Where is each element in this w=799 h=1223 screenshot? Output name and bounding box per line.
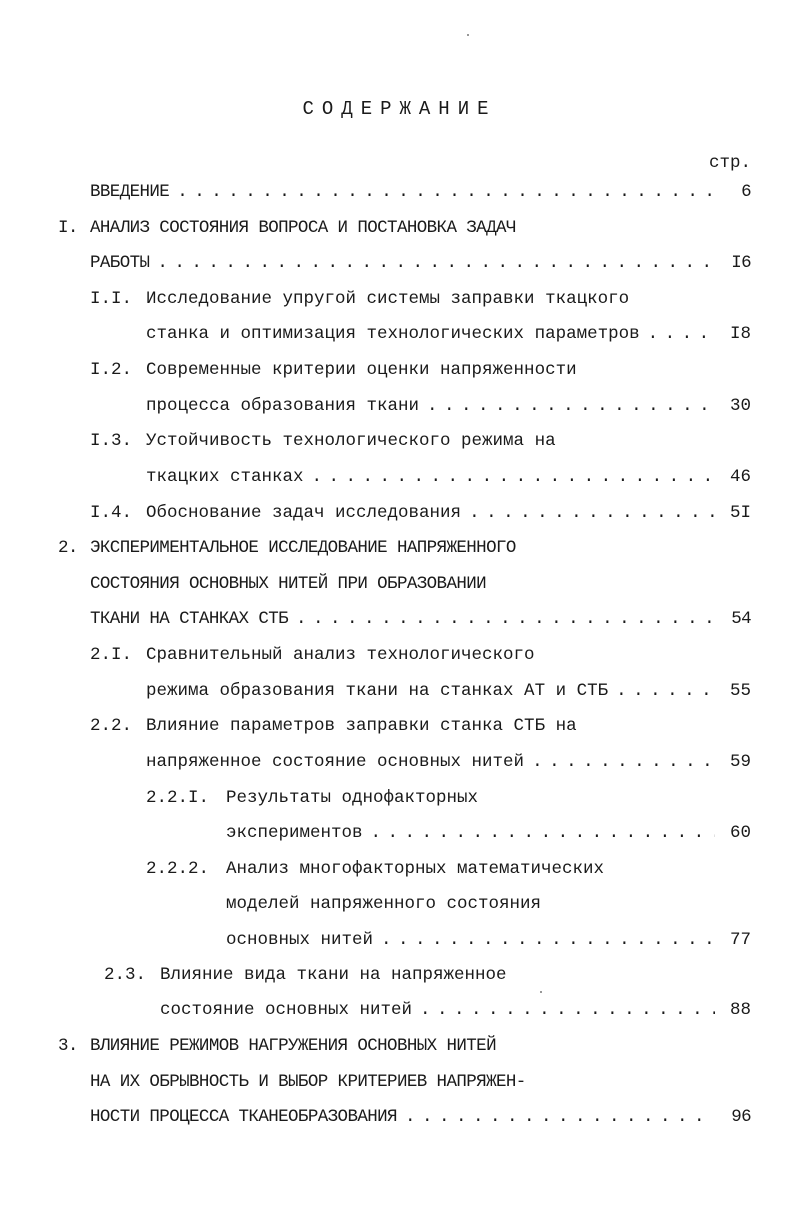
entry-number: 2.: [58, 538, 78, 558]
toc-entry-1-2[interactable]: [90, 358, 577, 382]
entry-title: Влияние вида ткани на напряженное: [160, 965, 507, 985]
entry-title-cont: процесса образования ткани: [146, 396, 420, 416]
toc-entry-1-3-cont[interactable]: [146, 465, 751, 489]
toc-entry-1-1-cont[interactable]: [146, 322, 751, 346]
toc-entry-1-3[interactable]: [90, 429, 556, 453]
toc-entry-2-3-cont[interactable]: [160, 998, 751, 1022]
entry-page: 88: [729, 1000, 751, 1020]
entry-title: ВЛИЯНИЕ РЕЖИМОВ НАГРУЖЕНИЯ ОСНОВНЫХ НИТЕЙ: [90, 1036, 496, 1056]
entry-number: 2.2.I.: [146, 788, 210, 808]
entry-page: 46: [729, 467, 751, 487]
toc-entry-2-2[interactable]: [90, 714, 577, 738]
entry-title: Результаты однофакторных: [226, 788, 479, 808]
entry-page: 6: [741, 182, 751, 202]
entry-page: 30: [729, 396, 751, 416]
toc-entry-2-2-2[interactable]: [146, 857, 604, 881]
toc-entry-chapter-3[interactable]: [58, 1034, 496, 1058]
entry-title-cont: основных нитей: [226, 930, 374, 950]
entry-number: I.3.: [90, 431, 133, 451]
entry-page: I8: [729, 324, 751, 344]
toc-entry-chapter-2-cont2[interactable]: [90, 607, 751, 631]
entry-title: Исследование упругой системы заправки ткацкого: [146, 289, 630, 309]
entry-title-cont: экспериментов: [226, 823, 363, 843]
entry-title: Влияние параметров заправки станка СТБ на: [146, 716, 577, 736]
dot-leader: [296, 607, 715, 631]
entry-number: 2.2.2.: [146, 859, 210, 879]
toc-entry-2-1-cont[interactable]: [146, 679, 751, 703]
toc-entry-2-2-1[interactable]: [146, 786, 478, 810]
dot-leader: [648, 322, 715, 346]
entry-title: ЭКСПЕРИМЕНТАЛЬНОЕ ИССЛЕДОВАНИЕ НАПРЯЖЕННОГО: [90, 538, 516, 558]
page-title: СОДЕРЖАНИЕ: [302, 98, 497, 120]
toc-entry-2-2-cont[interactable]: [146, 750, 751, 774]
entry-title: Анализ многофакторных математических: [226, 859, 605, 879]
entry-page: 96: [731, 1107, 751, 1127]
toc-entry-intro[interactable]: [90, 180, 751, 204]
entry-number: 2.2.: [90, 716, 133, 736]
toc-entry-chapter-2-cont[interactable]: [90, 572, 486, 596]
entry-title-cont: напряженное состояние основных нитей: [146, 752, 525, 772]
toc-entry-chapter-3-cont[interactable]: [90, 1070, 526, 1094]
toc-entry-chapter-1-cont[interactable]: [90, 251, 751, 275]
toc-entry-2-1[interactable]: [90, 643, 535, 667]
dot-leader: [177, 180, 715, 204]
entry-title-cont: моделей напряженного состояния: [226, 894, 542, 914]
page-column-header: стр.: [708, 153, 751, 173]
entry-title: Современные критерии оценки напряженности: [146, 360, 577, 380]
dot-leader: [420, 998, 715, 1022]
dot-leader: [616, 679, 715, 703]
entry-title-cont: СОСТОЯНИЯ ОСНОВНЫХ НИТЕЙ ПРИ ОБРАЗОВАНИИ: [90, 574, 487, 594]
toc-entry-1-2-cont[interactable]: [146, 394, 751, 418]
dot-leader: [371, 821, 715, 845]
entry-number: I.4.: [90, 503, 133, 523]
entry-number: I.: [58, 218, 78, 238]
toc-entry-chapter-2[interactable]: [58, 536, 516, 560]
entry-title: Устойчивость технологического режима на: [146, 431, 556, 451]
dot-leader: [532, 750, 715, 774]
entry-page: 60: [729, 823, 751, 843]
toc-entry-2-2-2-cont[interactable]: [226, 892, 541, 916]
entry-page: 77: [729, 930, 751, 950]
dot-leader: [381, 928, 715, 952]
toc-entry-2-2-2-cont2[interactable]: [226, 928, 751, 952]
entry-title-cont: станка и оптимизация технологических параметров: [146, 324, 640, 344]
toc-entry-chapter-1[interactable]: [58, 216, 516, 240]
entry-number: 2.3.: [104, 965, 147, 985]
toc-entry-chapter-3-cont2[interactable]: [90, 1105, 751, 1129]
toc-entry-1-1[interactable]: [90, 287, 629, 311]
entry-page: 55: [729, 681, 751, 701]
entry-title-cont: НА ИХ ОБРЫВНОСТЬ И ВЫБОР КРИТЕРИЕВ НАПРЯЖЕН-: [90, 1072, 526, 1092]
dot-leader: [405, 1105, 715, 1129]
entry-page: 59: [729, 752, 751, 772]
dot-leader: [427, 394, 715, 418]
entry-title-cont: НОСТИ ПРОЦЕССА ТКАНЕОБРАЗОВАНИЯ: [90, 1107, 397, 1127]
entry-number: 3.: [58, 1036, 78, 1056]
toc-entry-2-2-1-cont[interactable]: [226, 821, 751, 845]
entry-number: 2.I.: [90, 645, 133, 665]
entry-title-cont: режима образования ткани на станках АТ и СТБ: [146, 681, 609, 701]
entry-number: I.I.: [90, 289, 133, 309]
entry-page: 54: [731, 609, 751, 629]
dot-leader: [312, 465, 715, 489]
scan-speck: [467, 34, 469, 36]
toc-entry-2-3[interactable]: [104, 963, 507, 987]
entry-number: I.2.: [90, 360, 133, 380]
entry-title-cont: РАБОТЫ: [90, 253, 150, 273]
entry-page: 5I: [729, 503, 751, 523]
scan-speck: [540, 991, 542, 993]
entry-title: Обоснование задач исследования: [146, 503, 462, 523]
entry-title: Сравнительный анализ технологического: [146, 645, 535, 665]
dot-leader: [469, 501, 715, 525]
entry-title-cont: ткацких станках: [146, 467, 304, 487]
entry-title-cont: состояние основных нитей: [160, 1000, 413, 1020]
toc-entry-1-4[interactable]: [90, 501, 751, 525]
dot-leader: [157, 251, 715, 275]
entry-title: АНАЛИЗ СОСТОЯНИЯ ВОПРОСА И ПОСТАНОВКА ЗАДАЧ: [90, 218, 516, 238]
entry-title-cont: ТКАНИ НА СТАНКАХ СТБ: [90, 609, 289, 629]
entry-page: I6: [731, 253, 751, 273]
entry-title: ВВЕДЕНИЕ: [90, 182, 170, 202]
